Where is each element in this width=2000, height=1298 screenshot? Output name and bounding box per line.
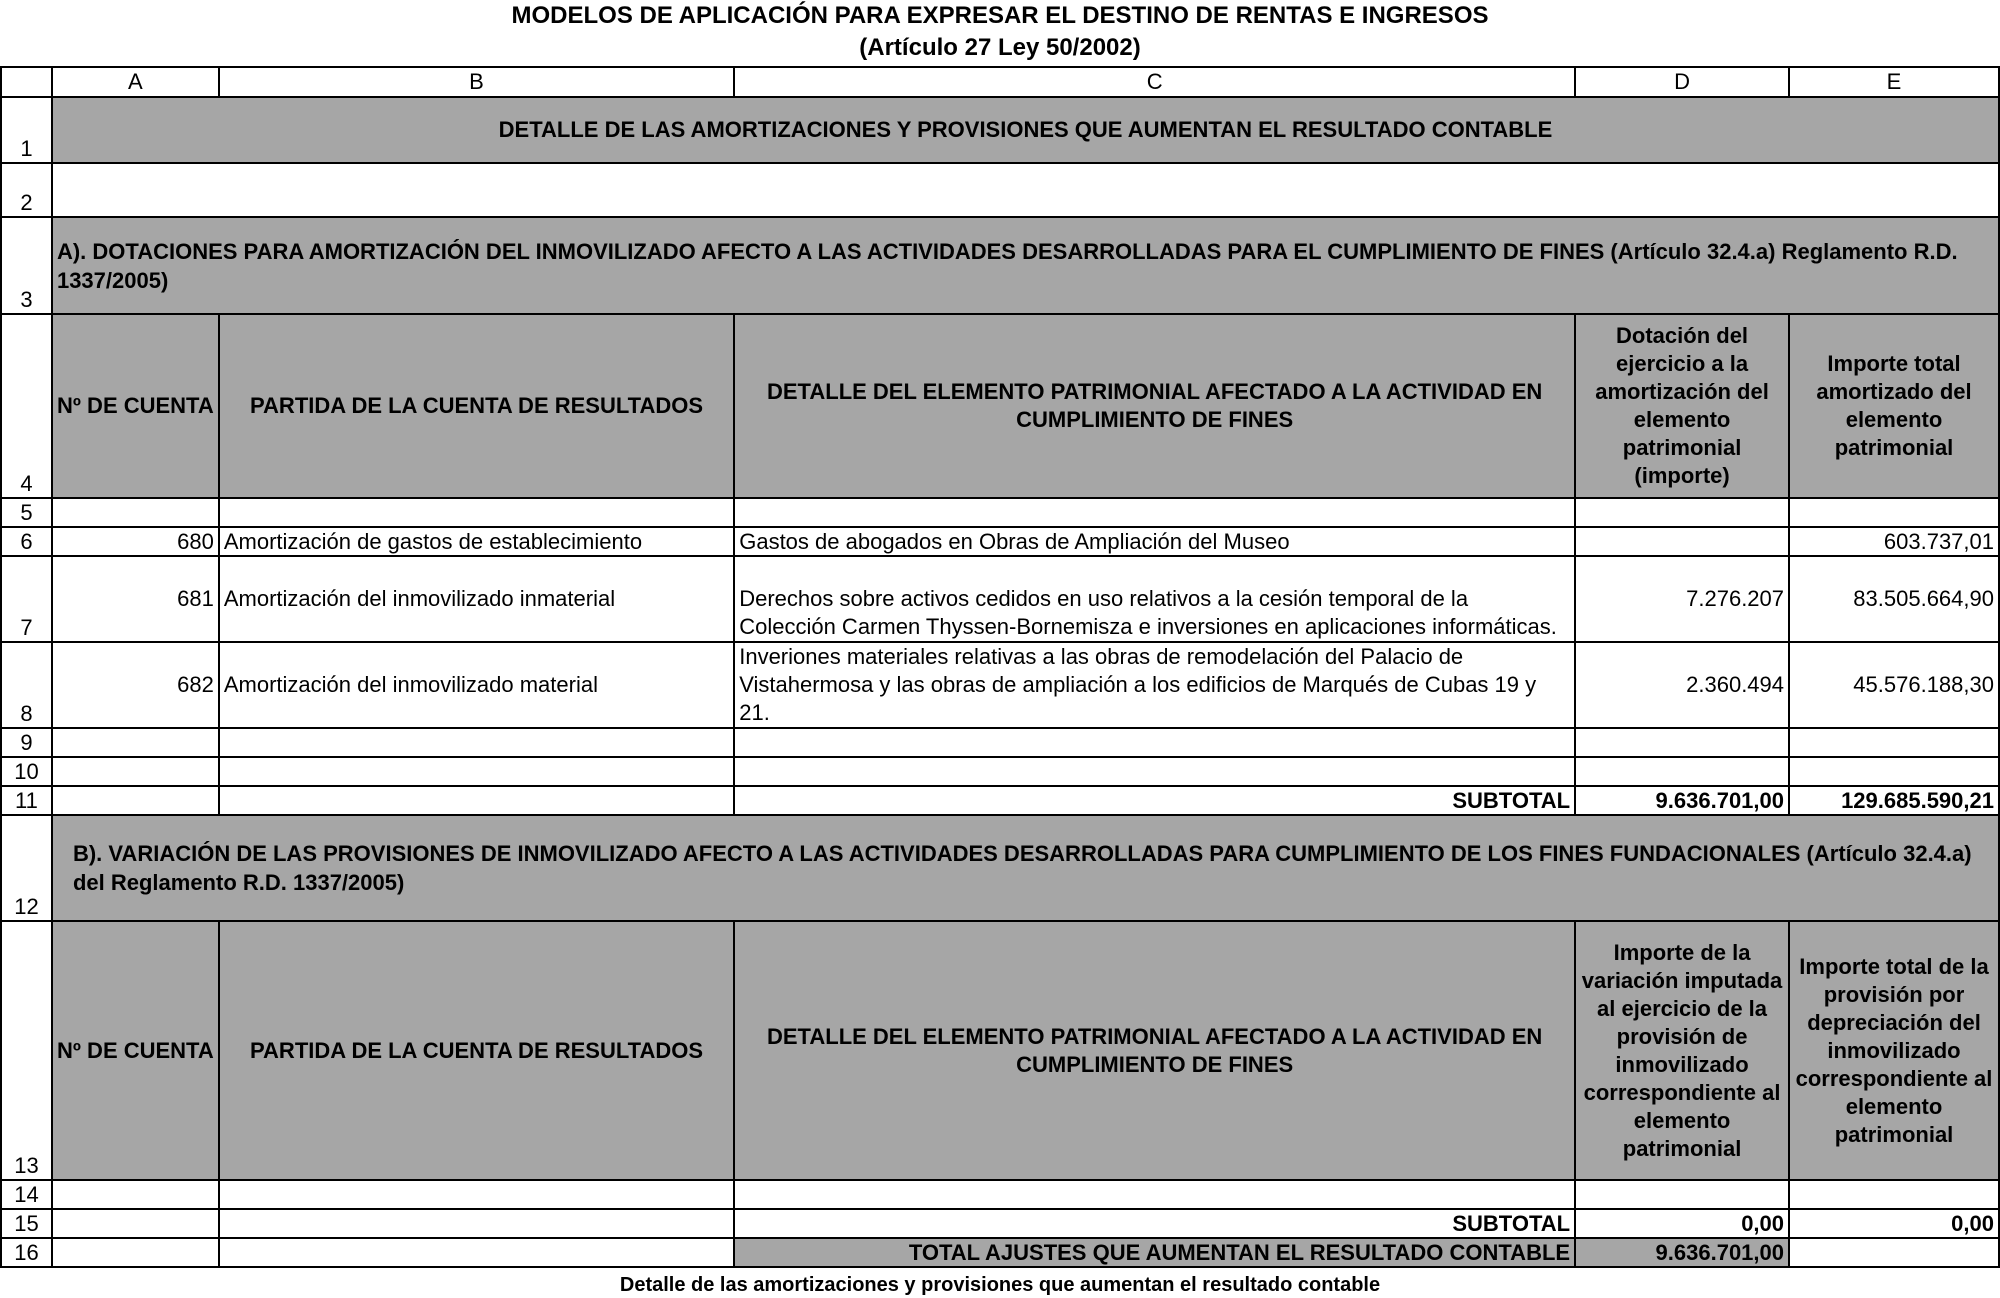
table-row — [1, 527, 1999, 556]
detalle-cell[interactable]: Derechos sobre activos cedidos en uso relativos a la cesión temporal de la Colección Carmen Thyssen-Bornemisza e inversiones en aplicaciones informáticas. — [734, 556, 1575, 642]
empty-cell[interactable] — [219, 757, 734, 786]
header-partida[interactable]: PARTIDA DE LA CUENTA DE RESULTADOS — [219, 921, 734, 1180]
section-a-title[interactable]: A). DOTACIONES PARA AMORTIZACIÓN DEL INMOVILIZADO AFECTO A LAS ACTIVIDADES DESARROLLADAS PARA EL CUMPLIMIENTO DE FINES (Artículo 32.4.a) Reglamento R.D. 1337/2005) — [52, 217, 1999, 314]
subtotal-label[interactable]: SUBTOTAL — [734, 1209, 1575, 1238]
row-number[interactable]: 5 — [1, 498, 52, 527]
header-detalle[interactable]: DETALLE DEL ELEMENTO PATRIMONIAL AFECTADO A LA ACTIVIDAD EN CUMPLIMIENTO DE FINES — [734, 921, 1575, 1180]
cuenta-cell[interactable]: 682 — [52, 642, 219, 728]
empty-cell[interactable] — [52, 1238, 219, 1267]
table-row — [1, 163, 1999, 217]
row-number[interactable]: 13 — [1, 921, 52, 1180]
row-number[interactable]: 8 — [1, 642, 52, 728]
column-header-d[interactable]: D — [1575, 67, 1789, 97]
empty-cell[interactable] — [219, 786, 734, 815]
empty-cell[interactable] — [1575, 1180, 1789, 1209]
row-number[interactable]: 1 — [1, 97, 52, 163]
empty-cell[interactable] — [734, 728, 1575, 757]
cuenta-cell[interactable]: 681 — [52, 556, 219, 642]
row-number[interactable]: 14 — [1, 1180, 52, 1209]
empty-cell[interactable] — [52, 728, 219, 757]
subtotal-variacion[interactable]: 0,00 — [1575, 1209, 1789, 1238]
row-number[interactable]: 16 — [1, 1238, 52, 1267]
table-row — [1, 757, 1999, 786]
empty-cell[interactable] — [1575, 498, 1789, 527]
header-partida[interactable]: PARTIDA DE LA CUENTA DE RESULTADOS — [219, 314, 734, 498]
table-row — [1, 786, 1999, 815]
table-row — [1, 642, 1999, 728]
header-detalle[interactable]: DETALLE DEL ELEMENTO PATRIMONIAL AFECTADO A LA ACTIVIDAD EN CUMPLIMIENTO DE FINES — [734, 314, 1575, 498]
empty-cell[interactable] — [1789, 757, 1999, 786]
partida-cell[interactable]: Amortización del inmovilizado inmaterial — [219, 556, 734, 642]
table-row — [1, 1209, 1999, 1238]
column-header-a[interactable]: A — [52, 67, 219, 97]
empty-cell[interactable] — [52, 1180, 219, 1209]
document-subtitle: (Artículo 27 Ley 50/2002) — [859, 34, 1141, 61]
row-number[interactable]: 12 — [1, 815, 52, 921]
subtotal-dotacion[interactable]: 9.636.701,00 — [1575, 786, 1789, 815]
row-number[interactable]: 7 — [1, 556, 52, 642]
header-cuenta[interactable]: Nº DE CUENTA — [52, 921, 219, 1180]
row-number[interactable]: 11 — [1, 786, 52, 815]
table-row — [1, 1180, 1999, 1209]
empty-cell[interactable] — [1789, 498, 1999, 527]
subtotal-total[interactable]: 129.685.590,21 — [1789, 786, 1999, 815]
header-cuenta[interactable]: Nº DE CUENTA — [52, 314, 219, 498]
row-number[interactable]: 10 — [1, 757, 52, 786]
table-row — [1, 921, 1999, 1180]
subtotal-provision[interactable]: 0,00 — [1789, 1209, 1999, 1238]
row-number[interactable]: 6 — [1, 527, 52, 556]
row-number[interactable]: 3 — [1, 217, 52, 314]
empty-cell[interactable] — [52, 163, 1999, 217]
table-row — [1, 556, 1999, 642]
empty-cell[interactable] — [1575, 728, 1789, 757]
total-cell[interactable]: 603.737,01 — [1789, 527, 1999, 556]
cuenta-cell[interactable]: 680 — [52, 527, 219, 556]
empty-cell[interactable] — [219, 728, 734, 757]
empty-cell[interactable] — [734, 1180, 1575, 1209]
table-row — [1, 217, 1999, 314]
empty-cell[interactable] — [1789, 1180, 1999, 1209]
section-b-title[interactable]: B). VARIACIÓN DE LAS PROVISIONES DE INMOVILIZADO AFECTO A LAS ACTIVIDADES DESARROLLADAS PARA CUMPLIMIENTO DE LOS FINES FUNDACIONALES (Artículo 32.4.a) del Reglamento R.D. 1337/2005) — [52, 815, 1999, 921]
dotacion-cell[interactable]: 7.276.207 — [1575, 556, 1789, 642]
empty-cell[interactable] — [1575, 757, 1789, 786]
total-ajustes-value[interactable]: 9.636.701,00 — [1575, 1238, 1789, 1267]
header-importe-total[interactable]: Importe total amortizado del elemento patrimonial — [1789, 314, 1999, 498]
partida-cell[interactable]: Amortización del inmovilizado material — [219, 642, 734, 728]
table-row — [1, 1238, 1999, 1267]
document-title: MODELOS DE APLICACIÓN PARA EXPRESAR EL DESTINO DE RENTAS E INGRESOS — [511, 2, 1489, 29]
table-row — [1, 728, 1999, 757]
dotacion-cell[interactable]: 2.360.494 — [1575, 642, 1789, 728]
total-ajustes-label[interactable]: TOTAL AJUSTES QUE AUMENTAN EL RESULTADO CONTABLE — [734, 1238, 1575, 1267]
footer-caption: Detalle de las amortizaciones y provisiones que aumentan el resultado contable — [619, 1274, 1381, 1296]
empty-cell[interactable] — [734, 498, 1575, 527]
row-number[interactable]: 2 — [1, 163, 52, 217]
detalle-cell[interactable]: Inveriones materiales relativas a las obras de remodelación del Palacio de Vistahermosa y las obras de ampliación a los edificios de Marqués de Cubas 19 y 21. — [734, 642, 1575, 728]
total-cell[interactable]: 83.505.664,90 — [1789, 556, 1999, 642]
corner-cell — [1, 67, 52, 97]
empty-cell[interactable] — [1789, 1238, 1999, 1267]
table-row — [1, 498, 1999, 527]
empty-cell[interactable] — [219, 1180, 734, 1209]
column-header-b[interactable]: B — [219, 67, 734, 97]
row-number[interactable]: 15 — [1, 1209, 52, 1238]
column-header-c[interactable]: C — [734, 67, 1575, 97]
header-variacion[interactable]: Importe de la variación imputada al ejercicio de la provisión de inmovilizado correspondiente al elemento patrimonial — [1575, 921, 1789, 1180]
empty-cell[interactable] — [52, 1209, 219, 1238]
dotacion-cell[interactable] — [1575, 527, 1789, 556]
table-row — [1, 314, 1999, 498]
header-dotacion[interactable]: Dotación del ejercicio a la amortización del elemento patrimonial (importe) — [1575, 314, 1789, 498]
empty-cell[interactable] — [52, 498, 219, 527]
main-section-title[interactable]: DETALLE DE LAS AMORTIZACIONES Y PROVISIONES QUE AUMENTAN EL RESULTADO CONTABLE — [52, 97, 1999, 163]
row-number[interactable]: 4 — [1, 314, 52, 498]
detalle-cell[interactable]: Gastos de abogados en Obras de Ampliación del Museo — [734, 527, 1575, 556]
subtotal-label[interactable]: SUBTOTAL — [734, 786, 1575, 815]
header-provision-total[interactable]: Importe total de la provisión por depreciación del inmovilizado correspondiente al elemento patrimonial — [1789, 921, 1999, 1180]
empty-cell[interactable] — [219, 1209, 734, 1238]
empty-cell[interactable] — [52, 786, 219, 815]
spreadsheet-table — [0, 66, 2000, 1268]
total-cell[interactable]: 45.576.188,30 — [1789, 642, 1999, 728]
column-header-e[interactable]: E — [1789, 67, 1999, 97]
empty-cell[interactable] — [734, 757, 1575, 786]
partida-cell[interactable]: Amortización de gastos de establecimiento — [219, 527, 734, 556]
empty-cell[interactable] — [219, 498, 734, 527]
table-row — [1, 815, 1999, 921]
table-row — [1, 97, 1999, 163]
empty-cell[interactable] — [1789, 728, 1999, 757]
empty-cell[interactable] — [219, 1238, 734, 1267]
row-number[interactable]: 9 — [1, 728, 52, 757]
column-header-row — [1, 67, 1999, 97]
empty-cell[interactable] — [52, 757, 219, 786]
